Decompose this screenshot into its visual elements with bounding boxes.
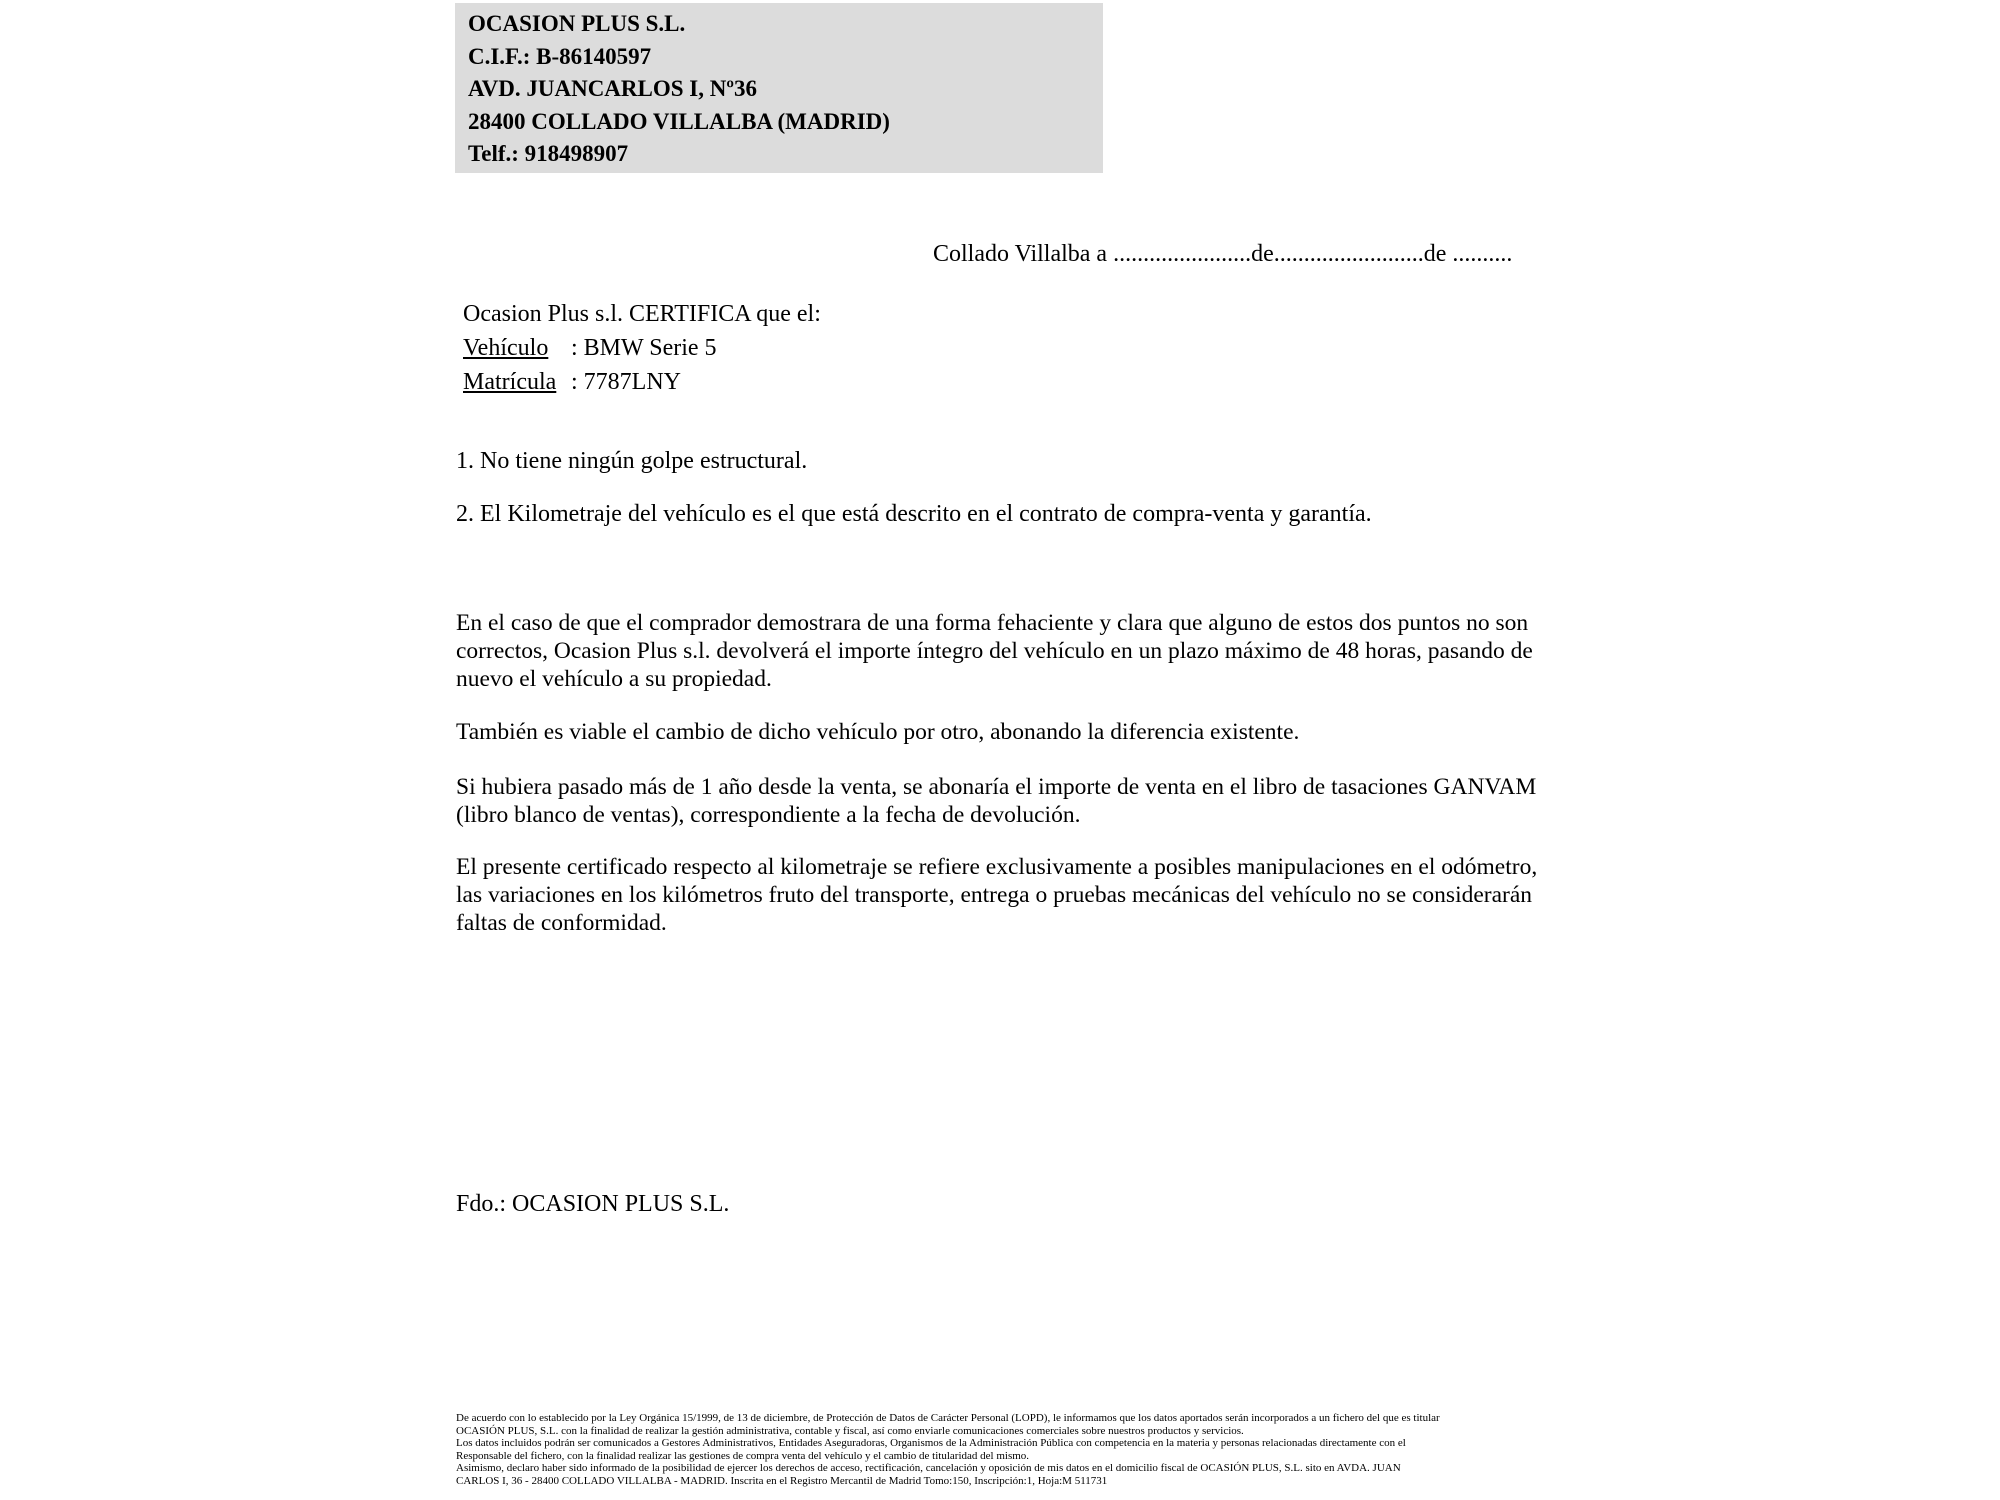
company-city: 28400 COLLADO VILLALBA (MADRID) [468,108,890,134]
paragraph-odometer-disclaimer: El presente certificado respecto al kilometraje se refiere exclusivamente a posibles manipulaciones en el odómetro, las variaciones en los kilómetros fruto del transporte, entrega o pruebas mecánicas del vehículo no se considerarán faltas de conformidad. [456,854,1538,936]
legal-footer-line: Asimismo, declaro haber sido informado de la posibilidad de ejercer los derechos de acceso, rectificación, cancelación y oposición de mis datos en el domicilio fiscal de OCASIÓN PLUS, S.L. sito en AVDA. JUAN [456,1462,1401,1474]
legal-footer-line: OCASIÓN PLUS, S.L. con la finalidad de realizar la gestión administrativa, contable y fiscal, así como enviarle comunicaciones comerciales sobre nuestros productos y servicios. [456,1424,1244,1437]
paragraph-exchange-option: También es viable el cambio de dicho vehículo por otro, abonando la diferencia existente. [456,719,1300,745]
legal-footer-line: Responsable del fichero, con la finalidad realizar las gestiones de compra venta del vehículo y el cambio de titularidad del mismo. [456,1449,1030,1462]
certificate-block [463,297,821,399]
point-structural-damage: 1. No tiene ningún golpe estructural. [456,448,808,474]
company-cif: C.I.F.: B-86140597 [468,43,652,69]
vehicle-row [463,331,821,365]
certificate-intro: Ocasion Plus s.l. CERTIFICA que el: [463,301,821,327]
paragraph-ganvam-valuation: Si hubiera pasado más de 1 año desde la venta, se abonaría el importe de venta en el libro de tasaciones GANVAM (libro blanco de ventas), correspondiente a la fecha de devolución. [456,774,1537,828]
legal-footer [456,1412,1440,1487]
company-header-box [455,3,1103,173]
date-place-line: Collado Villalba a .......................de.........................de .......... [933,241,1513,267]
paragraph-refund-guarantee: En el caso de que el comprador demostrara de una forma fehaciente y clara que alguno de estos dos puntos no son correctos, Ocasion Plus s.l. devolverá el importe íntegro del vehículo en un plazo máximo de 48 horas, pasando de nuevo el vehículo a su propiedad. [456,610,1533,692]
plate-value: : 7787LNY [571,369,681,395]
vehicle-label: Vehículo [463,335,549,361]
company-phone: Telf.: 918498907 [468,141,629,166]
signature-line: Fdo.: OCASION PLUS S.L. [456,1191,730,1217]
company-address: AVD. JUANCARLOS I, Nº36 [468,76,757,101]
point-mileage: 2. El Kilometraje del vehículo es el que está descrito en el contrato de compra-venta y garantía. [456,501,1372,527]
plate-label: Matrícula [463,369,557,395]
legal-footer-line: CARLOS I, 36 - 28400 COLLADO VILLALBA - MADRID. Inscrita en el Registro Mercantil de Madrid Tomo:150, Inscripción:1, Hoja:M 511731 [456,1474,1108,1487]
plate-row [463,365,821,399]
company-name: OCASION PLUS S.L. [468,11,686,36]
legal-footer-line: Los datos incluidos podrán ser comunicados a Gestores Administrativos, Entidades Aseguradoras, Organismos de la Administración Pública con competencia en la materia y personas relacionadas directamente con el [456,1437,1406,1449]
vehicle-value: : BMW Serie 5 [571,335,717,361]
legal-footer-line: De acuerdo con lo establecido por la Ley Orgánica 15/1999, de 13 de diciembre, de Protección de Datos de Carácter Personal (LOPD), le informamos que los datos aportados serán incorporados a un fichero del que es titular [456,1412,1440,1424]
